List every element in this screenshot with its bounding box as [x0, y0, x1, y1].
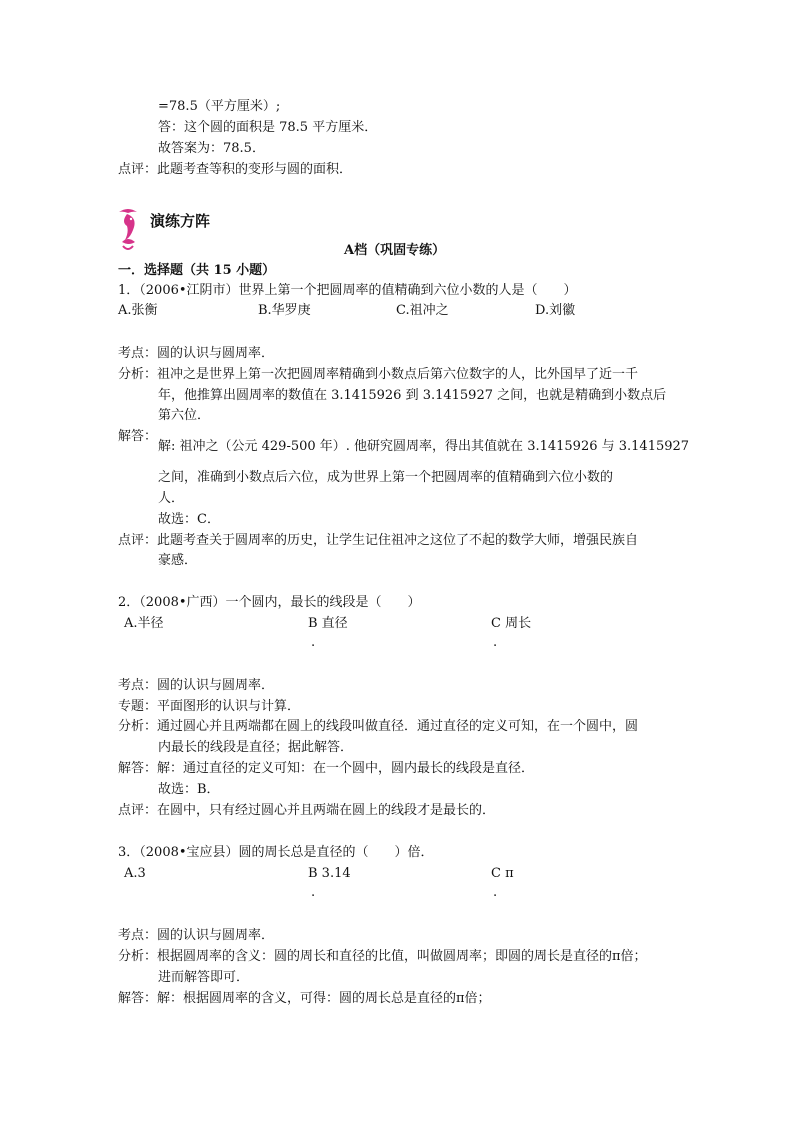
q3-option-b-dot: .: [311, 885, 316, 900]
q1-jieda-3: 人．: [158, 491, 185, 506]
area-result-line: =78.5（平方厘米）;: [158, 99, 281, 114]
q3-kaodian: 考点：圆的认识与圆周率．: [118, 928, 275, 943]
q2-jieda-2: 故选：B．: [158, 782, 220, 797]
section-subtitle: A档（巩固专练）: [344, 243, 446, 258]
q1-option-b[interactable]: B.华罗庚: [258, 303, 311, 318]
q1-kaodian: 考点：圆的认识与圆周率．: [118, 346, 275, 361]
q2-zhuanti: 专题：平面图形的认识与计算．: [118, 699, 301, 714]
answer-line: 答：这个圆的面积是 78.5 平方厘米．: [158, 120, 378, 135]
q1-jieda-1: 解: 祖冲之（公元 429-500 年）. 他研究圆周率，得出其值就在 3.1415926 与 3.1415927: [158, 439, 690, 454]
q3-option-a[interactable]: A.3: [124, 866, 146, 881]
q3-fenxi-1: 分析：根据圆周率的含义：圆的周长和直径的比值，叫做圆周率；即圆的周长是直径的π倍；: [118, 949, 647, 964]
q1-option-d[interactable]: D.刘徽: [535, 303, 576, 318]
q3-option-c-dot: .: [493, 885, 498, 900]
question-type-heading: 一．选择题（共 15 小题）: [118, 263, 276, 278]
q1-option-a[interactable]: A.张衡: [118, 303, 158, 318]
q1-fenxi-2: 年，他推算出圆周率的数值在 3.1415926 到 3.1415927 之间，也就是精确到小数点后: [158, 388, 667, 403]
q1-jieda-4: 故选：C．: [158, 512, 220, 527]
q1-jieda-label: 解答：: [118, 429, 158, 444]
final-answer-line: 故答案为：78.5．: [158, 141, 265, 156]
q2-fenxi-1: 分析：通过圆心并且两端都在圆上的线段叫做直径．通过直径的定义可知，在一个圆中，圆: [118, 719, 639, 734]
q1-fenxi-3: 第六位．: [158, 408, 211, 423]
q2-jieda-1: 解答：解：通过直径的定义可知：在一个圆中，圆内最长的线段是直径．: [118, 761, 535, 776]
q2-kaodian: 考点：圆的认识与圆周率．: [118, 678, 275, 693]
q1-fenxi-1: 分析：祖冲之是世界上第一次把圆周率精确到小数点后第六位数字的人，比外国早了近一千: [118, 367, 639, 382]
q2-option-a[interactable]: A.半径: [124, 616, 164, 631]
q1-dianping-1: 点评：此题考查关于圆周率的历史，让学生记住祖冲之这位了不起的数学大师，增强民族自: [118, 533, 639, 548]
q1-stem: 1．（2006•江阴市）世界上第一个把圆周率的值精确到六位小数的人是（ ）: [118, 283, 577, 298]
q2-stem: 2．（2008•广西）一个圆内，最长的线段是（ ）: [118, 595, 421, 610]
q1-dianping-2: 豪感．: [158, 553, 198, 568]
q3-option-c[interactable]: C π: [491, 866, 514, 881]
q2-option-b-dot: .: [311, 635, 316, 650]
q2-option-c[interactable]: C 周长: [491, 616, 532, 631]
q1-jieda-2: 之间，准确到小数点后六位，成为世界上第一个把圆周率的值精确到六位小数的: [158, 470, 614, 485]
q1-option-c[interactable]: C.祖冲之: [396, 303, 449, 318]
q2-option-b[interactable]: B 直径: [308, 616, 348, 631]
dolphin-mascot-icon: [113, 206, 143, 254]
q3-jieda-1: 解答：解：根据圆周率的含义，可得：圆的周长总是直径的π倍；: [118, 991, 491, 1006]
q2-dianping: 点评：在圆中，只有经过圆心并且两端在圆上的线段才是最长的．: [118, 803, 496, 818]
q3-fenxi-2: 进而解答即可．: [158, 970, 250, 985]
q3-option-b[interactable]: B 3.14: [308, 866, 351, 881]
q2-fenxi-2: 内最长的线段是直径；据此解答．: [158, 740, 354, 755]
q2-option-c-dot: .: [493, 635, 498, 650]
comment-line: 点评：此题考查等积的变形与圆的面积．: [118, 162, 353, 177]
q3-stem: 3．（2008•宝应县）圆的周长总是直径的（ ）倍．: [118, 845, 434, 860]
section-title: 演练方阵: [150, 212, 211, 230]
